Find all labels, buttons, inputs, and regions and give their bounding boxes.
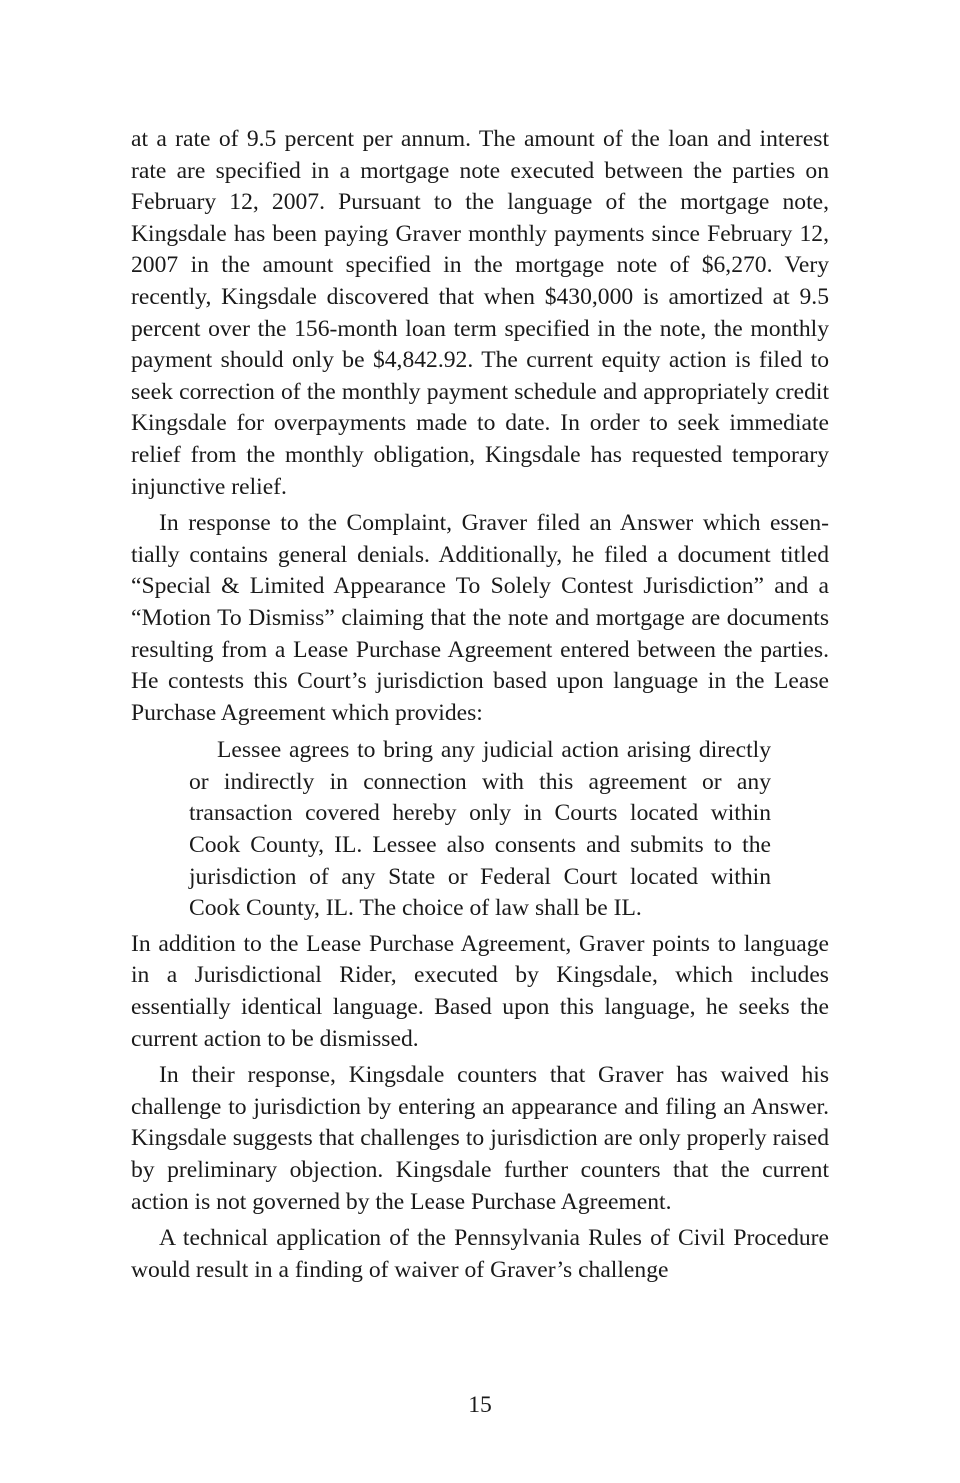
paragraph-technical-application: A technical application of the Pennsylvania Rules of Civil Procedure would result in a finding of waiver of Graver’s challenge (131, 1225, 829, 1283)
paragraph-kingsdale-response: In their response, Kingsdale counters that Graver has waived his challenge to jurisdiction by entering an appearance and filing an Answer. Kingsdale suggests that challenges to jurisdiction are only properly raised by preliminary objection. Kingsdale further counters that the current action is not governed by the Lease Purchase Agreement. (131, 1062, 829, 1215)
paragraph-answer-and-motion: In response to the Complaint, Graver filed an Answer which essentially contains general denials. Additionally, he filed a document titled “Special & Limited Appearance To Solely Contest Jurisdiction” and a “Motion To Dismiss” claiming that the note and mortgage are documents resulting from a Lease Purchase Agreement entered between the parties. He contests this Court’s jurisdiction based upon language in the Lease Purchase Agreement which provides: (131, 510, 829, 726)
paragraph-jurisdictional-rider: In addition to the Lease Purchase Agreement, Graver points to language in a Jurisdictional Rider, executed by Kingsdale, which includes essentially identical language. Based upon this language, he seeks the current action to be dismissed. (131, 930, 829, 1052)
document-page (131, 124, 829, 1286)
block-quote-text: Lessee agrees to bring any judicial action arising directly or indirectly in connection with this agreement or any transaction covered hereby only in Courts located within Cook County, IL. Lessee also consents and submits to the jurisdiction of any State or Federal Court located within Cook County, IL. The choice of law shall be IL. (189, 737, 771, 922)
page-number: 15 (468, 1392, 492, 1418)
paragraph-loan-terms: at a rate of 9.5 percent per annum. The amount of the loan and interest rate are specified in a mortgage note executed between the parties on February 12, 2007. Pursuant to the language of the mortgage note, Kingsdale has been paying Graver monthly payments since February 12, 2007 in the amount specified in the mortgage note of $6,270. Very recently, Kingsdale discovered that when $430,000 is amortized at 9.5 percent over the 156-month loan term specified in the note, the monthly payment should only be $4,842.92. The current equity action is filed to seek correction of the monthly payment schedule and appropriately credit Kingsdale for overpayments made to date. In order to seek immediate relief from the monthly obligation, Kingsdale has requested temporary injunctive relief. (131, 126, 829, 500)
block-quote-lease-clause (189, 735, 771, 925)
